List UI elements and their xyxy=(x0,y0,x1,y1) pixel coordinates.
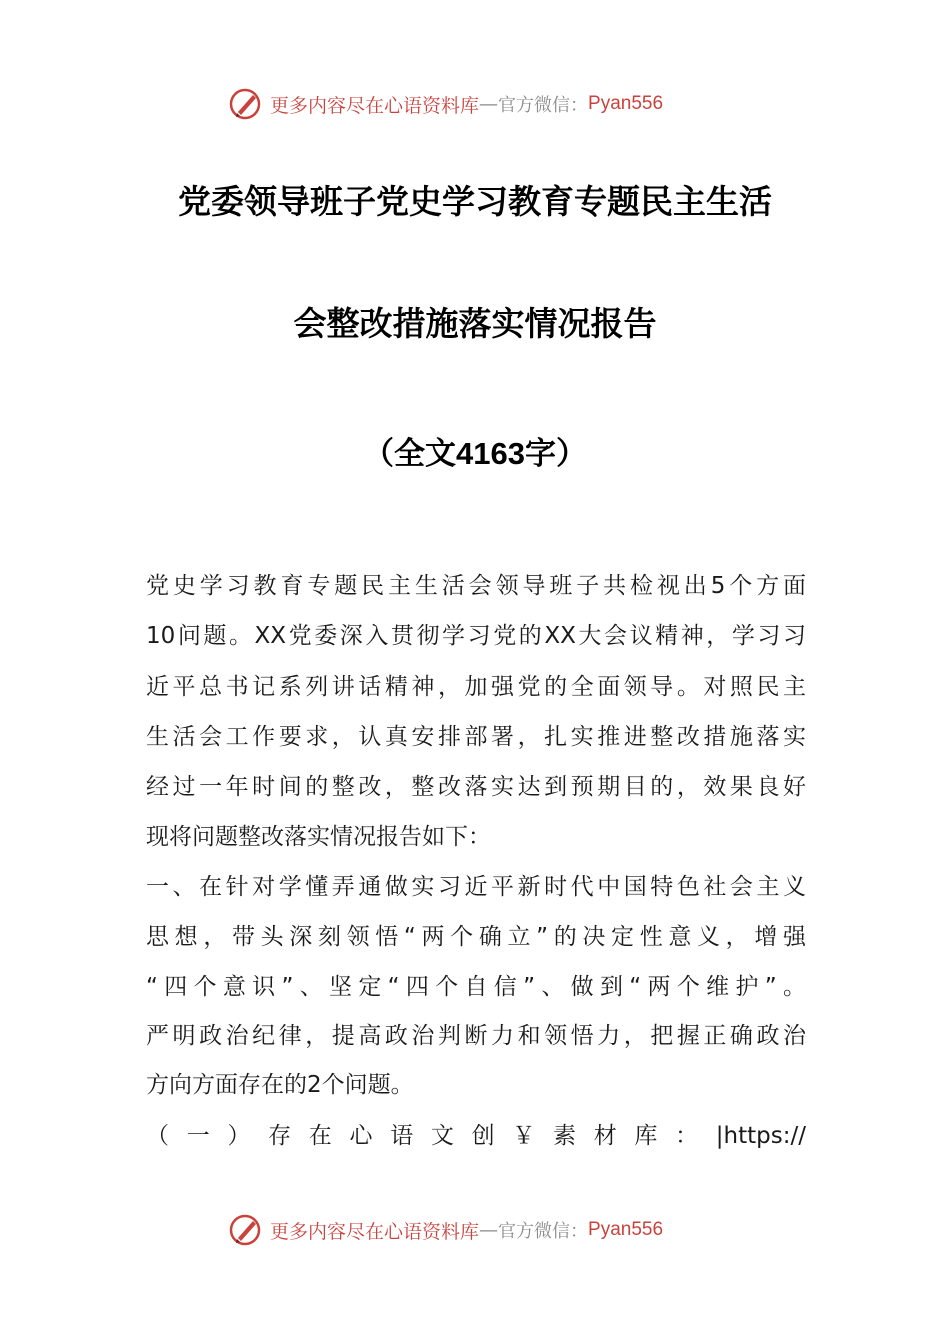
watermark-banner-bottom xyxy=(228,1210,663,1250)
banner-brand-text: 更多内容尽在心语资料库 xyxy=(270,1220,480,1243)
subtitle-open: （全文 xyxy=(363,436,457,472)
paragraph-line: 严明政治纪律，提高政治判断力和领悟力，把握正确政治 xyxy=(146,1023,806,1049)
pen-circle-logo-icon xyxy=(228,1212,264,1248)
banner-wechat-id: Pyan556 xyxy=(588,93,664,114)
banner-official-label: 官方微信： xyxy=(498,1221,589,1242)
paragraph-line: “四个意识”、坚定“四个自信”、做到“两个维护”。 xyxy=(146,974,806,1000)
paragraph-line: 党史学习教育专题民主生活会领导班子共检视出5个方面 xyxy=(146,573,806,599)
paragraph-line: （一）存在心语文创￥素材库：|https:// xyxy=(146,1123,806,1149)
paragraph-line: 现将问题整改落实情况报告如下： xyxy=(146,824,491,850)
banner-official-label: 官方微信： xyxy=(498,95,589,116)
paragraph-line: 思想，带头深刻领悟“两个确立”的决定性意义，增强 xyxy=(146,924,806,950)
document-title-line-2: 会整改措施落实情况报告 xyxy=(293,304,657,343)
paragraph-line: 生活会工作要求，认真安排部署，扎实推进整改措施落实 xyxy=(146,724,806,750)
paragraph-line: 方向方面存在的2个问题。 xyxy=(146,1072,414,1098)
paragraph-line: 经过一年时间的整改，整改落实达到预期目的，效果良好 xyxy=(146,774,806,800)
banner-brand-text: 更多内容尽在心语资料库 xyxy=(270,94,480,117)
pen-circle-logo-icon xyxy=(228,86,264,122)
document-title-line-1: 党委领导班子党史学习教育专题民主生活 xyxy=(178,182,772,221)
subtitle-close: 字） xyxy=(524,436,587,472)
banner-separator: — xyxy=(479,1219,499,1241)
banner-wechat-id: Pyan556 xyxy=(588,1219,664,1240)
banner-separator: — xyxy=(479,93,499,115)
subtitle-word-count: 4163 xyxy=(456,436,525,471)
paragraph-line: 10问题。XX党委深入贯彻学习党的XX大会议精神，学习习 xyxy=(146,623,806,649)
paragraph-line: 近平总书记系列讲话精神，加强党的全面领导。对照民主 xyxy=(146,674,806,700)
word-count-subtitle xyxy=(0,428,950,473)
paragraph-line: 一、在针对学懂弄通做实习近平新时代中国特色社会主义 xyxy=(146,874,806,900)
watermark-banner-top xyxy=(228,84,663,124)
